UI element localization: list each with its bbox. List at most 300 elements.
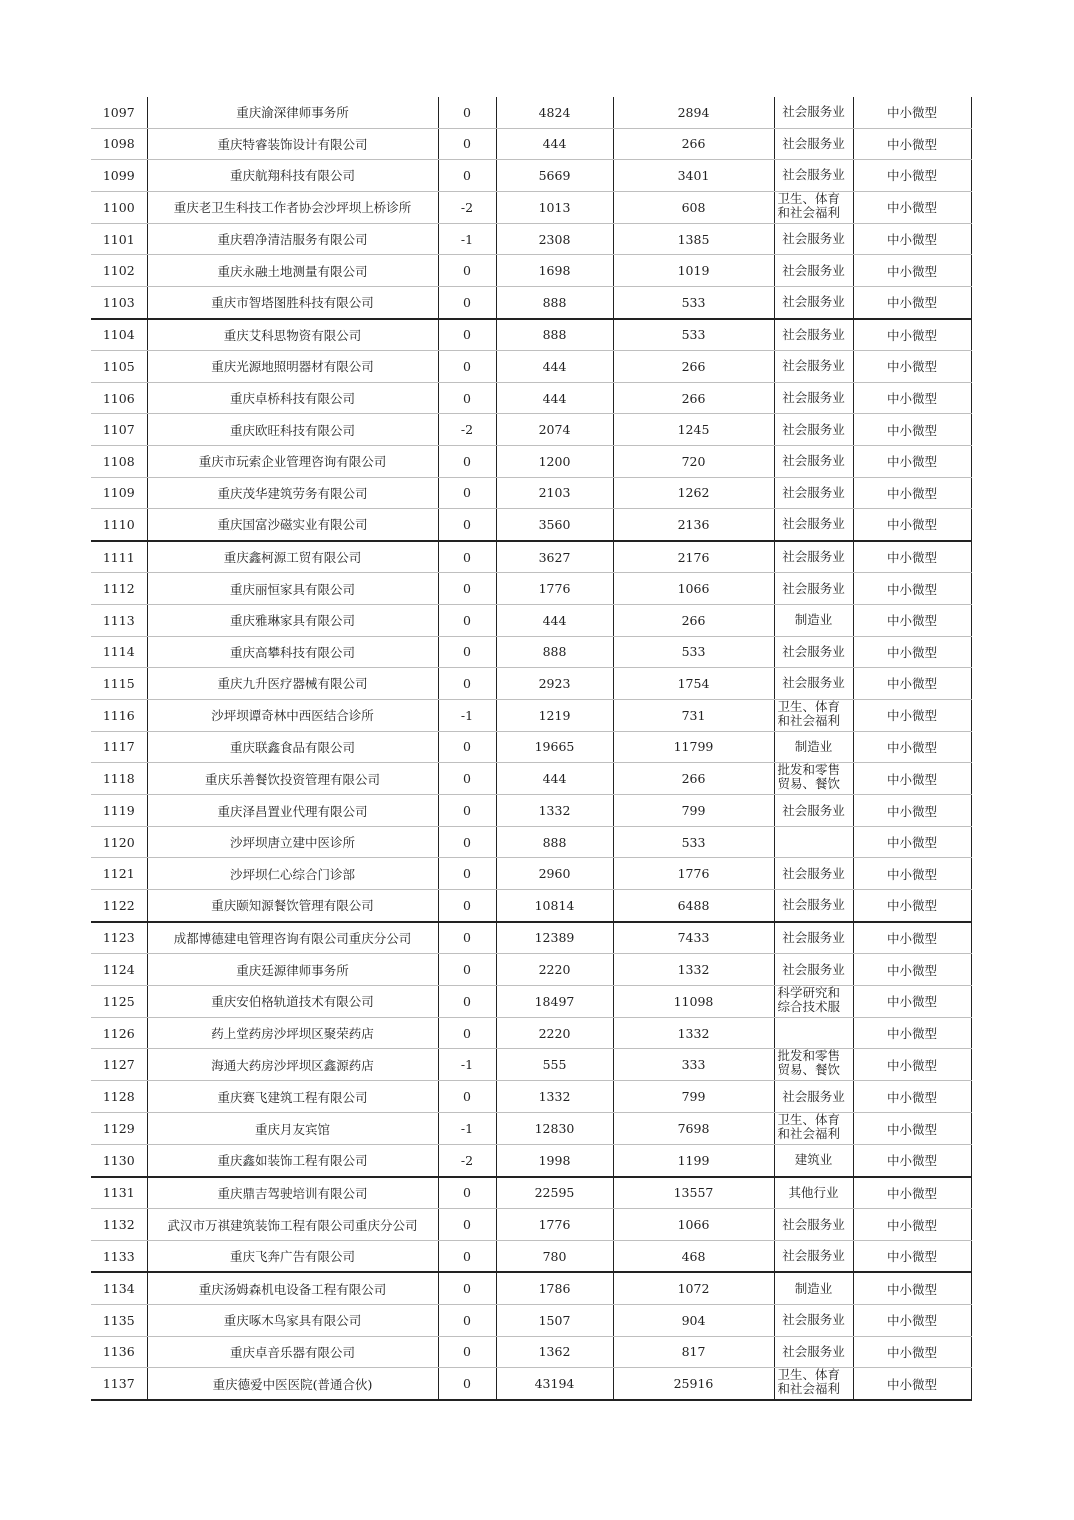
industry-cell — [774, 1017, 853, 1049]
enterprise-type: 中小微型 — [886, 1185, 937, 1201]
company-name-cell — [147, 636, 438, 668]
company-name: 重庆特睿装饰设计有限公司 — [217, 136, 368, 152]
value-a-cell — [438, 922, 496, 954]
value-c: 7433 — [677, 930, 710, 946]
industry: 社会服务业 — [782, 643, 845, 659]
enterprise-type-cell — [853, 477, 971, 509]
row-number-cell — [91, 1049, 147, 1081]
table-row — [91, 1272, 971, 1304]
value-a-cell — [438, 890, 496, 922]
value-a-cell — [438, 1305, 496, 1337]
value-b-cell — [496, 604, 613, 636]
industry-cell — [774, 128, 853, 160]
enterprise-type-cell — [853, 414, 971, 446]
value-b: 1219 — [538, 707, 571, 723]
enterprise-type: 中小微型 — [886, 136, 937, 152]
value-b-cell — [496, 985, 613, 1017]
value-b-cell — [496, 97, 613, 128]
enterprise-type-cell — [853, 604, 971, 636]
company-name-cell — [147, 319, 438, 351]
value-a-cell — [438, 319, 496, 351]
value-a-cell — [438, 795, 496, 827]
value-a-cell — [438, 1240, 496, 1272]
value-b: 555 — [542, 1057, 567, 1073]
company-name-cell — [147, 286, 438, 318]
enterprise-type-cell — [853, 255, 971, 287]
enterprise-type: 中小微型 — [886, 581, 937, 597]
value-a-cell — [438, 731, 496, 763]
company-name-cell — [147, 509, 438, 541]
table-row — [91, 668, 971, 700]
enterprise-type: 中小微型 — [886, 994, 937, 1010]
industry: 社会服务业 — [782, 865, 845, 881]
row-number: 1121 — [102, 866, 135, 882]
value-b-cell — [496, 699, 613, 731]
value-c: 3401 — [677, 167, 710, 183]
industry: 社会服务业 — [782, 326, 845, 342]
enterprise-type: 中小微型 — [886, 1089, 937, 1105]
row-number: 1104 — [102, 327, 135, 343]
industry: 社会服务业 — [782, 1216, 845, 1232]
enterprise-type: 中小微型 — [886, 485, 937, 501]
value-b: 5669 — [538, 167, 571, 183]
value-c-cell — [613, 890, 774, 922]
value-a-cell — [438, 382, 496, 414]
row-number-cell — [91, 191, 147, 223]
enterprise-type-cell — [853, 97, 971, 128]
value-a-cell — [438, 191, 496, 223]
company-name: 重庆卓桥科技有限公司 — [229, 391, 355, 407]
industry-cell — [774, 1305, 853, 1337]
value-c-cell — [613, 604, 774, 636]
value-b: 888 — [542, 294, 567, 310]
value-c-cell — [613, 1209, 774, 1241]
table-row — [91, 414, 971, 446]
enterprise-type-cell — [853, 128, 971, 160]
enterprise-type-cell — [853, 826, 971, 858]
value-c: 1754 — [677, 675, 710, 691]
industry-cell — [774, 668, 853, 700]
value-a: 0 — [463, 516, 471, 532]
value-c-cell — [613, 858, 774, 890]
value-a-cell — [438, 668, 496, 700]
value-c: 533 — [681, 327, 706, 343]
value-a-cell — [438, 858, 496, 890]
enterprise-type-cell — [853, 922, 971, 954]
industry: 社会服务业 — [782, 421, 845, 437]
value-c: 720 — [681, 453, 706, 469]
company-name-cell — [147, 795, 438, 827]
value-a-cell — [438, 763, 496, 795]
value-a-cell — [438, 985, 496, 1017]
value-a: 0 — [463, 136, 471, 152]
enterprise-type-cell — [853, 636, 971, 668]
value-c: 11799 — [673, 739, 714, 755]
value-a: 0 — [463, 1248, 471, 1264]
value-b-cell — [496, 1081, 613, 1113]
row-number: 1113 — [102, 612, 135, 628]
company-name-cell — [147, 985, 438, 1017]
value-c: 533 — [681, 294, 706, 310]
table-row — [91, 160, 971, 192]
industry-cell — [774, 255, 853, 287]
value-c-cell — [613, 351, 774, 383]
value-c: 25916 — [673, 1376, 714, 1392]
value-a-cell — [438, 1177, 496, 1209]
industry-cell — [774, 1049, 853, 1081]
enterprise-type: 中小微型 — [886, 1344, 937, 1360]
row-number-cell — [91, 890, 147, 922]
value-b-cell — [496, 573, 613, 605]
enterprise-type-cell — [853, 954, 971, 986]
row-number-cell — [91, 731, 147, 763]
value-b: 18497 — [534, 993, 575, 1009]
value-a-cell — [438, 351, 496, 383]
value-b-cell — [496, 1240, 613, 1272]
value-b-cell — [496, 1177, 613, 1209]
value-b: 2923 — [538, 675, 571, 691]
table-row — [91, 985, 971, 1017]
company-name: 重庆艾科思物资有限公司 — [223, 327, 362, 343]
value-a-cell — [438, 128, 496, 160]
enterprise-type: 中小微型 — [886, 930, 937, 946]
industry-cell — [774, 1209, 853, 1241]
company-name-cell — [147, 255, 438, 287]
company-name: 武汉市万祺建筑装饰工程有限公司重庆分公司 — [167, 1217, 418, 1233]
industry-cell — [774, 445, 853, 477]
table-row — [91, 763, 971, 795]
value-a: 0 — [463, 453, 471, 469]
value-a: -1 — [460, 231, 474, 247]
value-a: 0 — [463, 993, 471, 1009]
row-number: 1112 — [102, 581, 135, 597]
value-a-cell — [438, 97, 496, 128]
value-b: 22595 — [534, 1185, 575, 1201]
table-row — [91, 1017, 971, 1049]
table-row — [91, 128, 971, 160]
row-number: 1117 — [102, 739, 135, 755]
value-b: 1698 — [538, 263, 571, 279]
row-number-cell — [91, 1145, 147, 1177]
row-number-cell — [91, 445, 147, 477]
company-name-cell — [147, 858, 438, 890]
row-number-cell — [91, 1240, 147, 1272]
row-number-cell — [91, 541, 147, 573]
enterprise-type: 中小微型 — [886, 771, 937, 787]
company-name: 重庆廷源律师事务所 — [236, 962, 349, 978]
company-name: 重庆欧旺科技有限公司 — [229, 422, 355, 438]
company-name-cell — [147, 414, 438, 446]
value-a-cell — [438, 445, 496, 477]
table-row — [91, 1177, 971, 1209]
value-a: 0 — [463, 866, 471, 882]
row-number-cell — [91, 954, 147, 986]
table-row — [91, 826, 971, 858]
row-number: 1110 — [102, 516, 135, 532]
industry-cell — [774, 763, 853, 795]
value-a: 0 — [463, 739, 471, 755]
value-b: 2074 — [538, 422, 571, 438]
value-c-cell — [613, 191, 774, 223]
value-a: 0 — [463, 104, 471, 120]
enterprise-type-cell — [853, 731, 971, 763]
value-a-cell — [438, 636, 496, 668]
value-b-cell — [496, 191, 613, 223]
industry: 卫生、体育和社会福利 — [777, 191, 841, 220]
industry: 其他行业 — [788, 1184, 839, 1200]
company-name: 重庆月友宾馆 — [254, 1121, 330, 1137]
company-name: 重庆九升医疗器械有限公司 — [217, 676, 368, 692]
value-b-cell — [496, 223, 613, 255]
industry-cell — [774, 1177, 853, 1209]
table-row — [91, 858, 971, 890]
enterprise-type-cell — [853, 1177, 971, 1209]
table-row — [91, 1240, 971, 1272]
industry-cell — [774, 573, 853, 605]
company-name: 重庆老卫生科技工作者协会沙坪坝上桥诊所 — [173, 200, 412, 216]
value-b: 2220 — [538, 1025, 571, 1041]
row-number: 1102 — [102, 263, 135, 279]
row-number: 1099 — [102, 167, 135, 183]
value-c-cell — [613, 128, 774, 160]
row-number: 1105 — [102, 358, 135, 374]
value-a: -1 — [460, 1057, 474, 1073]
enterprise-type: 中小微型 — [886, 898, 937, 914]
value-a-cell — [438, 1017, 496, 1049]
value-c-cell — [613, 1049, 774, 1081]
value-a: -1 — [460, 1121, 474, 1137]
row-number-cell — [91, 351, 147, 383]
value-c-cell — [613, 1145, 774, 1177]
industry: 社会服务业 — [782, 453, 845, 469]
enterprise-type: 中小微型 — [886, 962, 937, 978]
value-b-cell — [496, 795, 613, 827]
row-number: 1107 — [102, 422, 135, 438]
value-c-cell — [613, 954, 774, 986]
table-row — [91, 97, 971, 128]
table-row — [91, 636, 971, 668]
industry-cell — [774, 922, 853, 954]
industry-cell — [774, 223, 853, 255]
company-name: 重庆汤姆森机电设备工程有限公司 — [198, 1281, 387, 1297]
enterprise-type-cell — [853, 351, 971, 383]
row-number: 1118 — [102, 771, 135, 787]
value-b-cell — [496, 1368, 613, 1401]
row-number-cell — [91, 97, 147, 128]
industry: 科学研究和综合技术服 — [777, 985, 841, 1014]
industry-cell — [774, 636, 853, 668]
value-a: 0 — [463, 1025, 471, 1041]
industry: 社会服务业 — [782, 549, 845, 565]
value-a: 0 — [463, 644, 471, 660]
company-name-cell — [147, 954, 438, 986]
industry: 社会服务业 — [782, 358, 845, 374]
industry: 社会服务业 — [782, 516, 845, 532]
table-row — [91, 795, 971, 827]
industry: 社会服务业 — [782, 897, 845, 913]
value-c-cell — [613, 573, 774, 605]
value-c-cell — [613, 160, 774, 192]
table-row — [91, 477, 971, 509]
enterprise-type: 中小微型 — [886, 200, 937, 216]
value-c: 1072 — [677, 1281, 710, 1297]
value-c-cell — [613, 477, 774, 509]
value-c-cell — [613, 414, 774, 446]
enterprise-type-cell — [853, 382, 971, 414]
value-c-cell — [613, 763, 774, 795]
value-a-cell — [438, 1049, 496, 1081]
enterprise-type-cell — [853, 1113, 971, 1145]
value-b-cell — [496, 826, 613, 858]
industry: 制造业 — [794, 1280, 833, 1296]
industry: 批发和零售贸易、餐饮 — [777, 1049, 841, 1078]
table-row — [91, 1081, 971, 1113]
enterprise-type: 中小微型 — [886, 517, 937, 533]
industry: 社会服务业 — [782, 484, 845, 500]
value-a-cell — [438, 286, 496, 318]
value-c-cell — [613, 97, 774, 128]
row-number: 1108 — [102, 453, 135, 469]
row-number: 1097 — [102, 104, 135, 120]
value-b-cell — [496, 255, 613, 287]
value-b: 1786 — [538, 1281, 571, 1297]
row-number-cell — [91, 1081, 147, 1113]
value-c: 533 — [681, 834, 706, 850]
enterprise-type-cell — [853, 1145, 971, 1177]
company-name-cell — [147, 1049, 438, 1081]
row-number: 1129 — [102, 1121, 135, 1137]
company-name: 重庆乐善餐饮投资管理有限公司 — [204, 771, 380, 787]
table-row — [91, 1113, 971, 1145]
enterprise-type-cell — [853, 890, 971, 922]
value-b: 1013 — [538, 199, 571, 215]
value-b-cell — [496, 1113, 613, 1145]
value-a-cell — [438, 826, 496, 858]
table-row — [91, 1145, 971, 1177]
enterprise-type: 中小微型 — [886, 327, 937, 343]
table-row — [91, 286, 971, 318]
company-name-cell — [147, 1240, 438, 1272]
value-b-cell — [496, 668, 613, 700]
value-b: 1776 — [538, 1217, 571, 1233]
value-b: 4824 — [538, 104, 571, 120]
value-a: 0 — [463, 771, 471, 787]
enterprise-type-cell — [853, 795, 971, 827]
company-name: 沙坪坝仁心综合门诊部 — [229, 866, 355, 882]
enterprise-type: 中小微型 — [886, 1026, 937, 1042]
row-number: 1136 — [102, 1344, 135, 1360]
value-c: 1332 — [677, 1025, 710, 1041]
value-a-cell — [438, 541, 496, 573]
industry: 社会服务业 — [782, 231, 845, 247]
value-b: 888 — [542, 327, 567, 343]
row-number: 1130 — [102, 1152, 135, 1168]
value-b-cell — [496, 1049, 613, 1081]
value-c-cell — [613, 731, 774, 763]
value-a: -2 — [460, 1152, 474, 1168]
company-name: 重庆鼎吉驾驶培训有限公司 — [217, 1185, 368, 1201]
row-number-cell — [91, 858, 147, 890]
row-number: 1109 — [102, 485, 135, 501]
value-c: 817 — [681, 1344, 706, 1360]
company-name: 重庆光源地照明器材有限公司 — [211, 359, 374, 375]
company-name: 沙坪坝唐立建中医诊所 — [229, 835, 355, 851]
row-number: 1116 — [102, 707, 135, 723]
value-a: 0 — [463, 485, 471, 501]
industry-cell — [774, 1336, 853, 1368]
enterprise-type-cell — [853, 1272, 971, 1304]
industry: 卫生、体育和社会福利 — [777, 699, 841, 728]
value-b: 1776 — [538, 581, 571, 597]
table-row — [91, 255, 971, 287]
industry: 社会服务业 — [782, 1248, 845, 1264]
value-a-cell — [438, 1336, 496, 1368]
value-b-cell — [496, 128, 613, 160]
value-b-cell — [496, 1017, 613, 1049]
enterprise-type: 中小微型 — [886, 739, 937, 755]
industry-cell — [774, 97, 853, 128]
value-b-cell — [496, 414, 613, 446]
value-c: 13557 — [673, 1185, 714, 1201]
table-row — [91, 191, 971, 223]
value-a-cell — [438, 1209, 496, 1241]
value-b: 10814 — [534, 897, 575, 913]
value-c: 11098 — [673, 993, 714, 1009]
row-number: 1100 — [102, 199, 135, 215]
value-c: 266 — [681, 771, 706, 787]
value-b-cell — [496, 858, 613, 890]
value-b-cell — [496, 160, 613, 192]
value-c: 266 — [681, 390, 706, 406]
row-number: 1128 — [102, 1089, 135, 1105]
industry-cell — [774, 699, 853, 731]
value-b-cell — [496, 477, 613, 509]
industry-cell — [774, 731, 853, 763]
enterprise-type: 中小微型 — [886, 295, 937, 311]
value-c-cell — [613, 636, 774, 668]
value-c: 1262 — [677, 485, 710, 501]
row-number-cell — [91, 826, 147, 858]
row-number: 1115 — [102, 675, 135, 691]
value-a: 0 — [463, 581, 471, 597]
industry: 社会服务业 — [782, 294, 845, 310]
value-a: 0 — [463, 327, 471, 343]
industry-cell — [774, 351, 853, 383]
enterprise-type: 中小微型 — [886, 168, 937, 184]
industry: 社会服务业 — [782, 262, 845, 278]
industry: 社会服务业 — [782, 1312, 845, 1328]
enterprise-type: 中小微型 — [886, 676, 937, 692]
value-c-cell — [613, 1081, 774, 1113]
enterprise-type: 中小微型 — [886, 1281, 937, 1297]
row-number: 1127 — [102, 1057, 135, 1073]
industry-cell — [774, 509, 853, 541]
industry: 卫生、体育和社会福利 — [777, 1113, 841, 1142]
value-b: 444 — [542, 612, 567, 628]
company-name: 重庆啄木鸟家具有限公司 — [223, 1313, 362, 1329]
value-b: 1507 — [538, 1312, 571, 1328]
value-c: 1019 — [677, 263, 710, 279]
enterprise-type: 中小微型 — [886, 613, 937, 629]
row-number-cell — [91, 573, 147, 605]
enterprise-type-cell — [853, 541, 971, 573]
row-number-cell — [91, 382, 147, 414]
value-a: 0 — [463, 803, 471, 819]
value-b-cell — [496, 1272, 613, 1304]
table-row — [91, 731, 971, 763]
value-a-cell — [438, 477, 496, 509]
industry-cell — [774, 541, 853, 573]
